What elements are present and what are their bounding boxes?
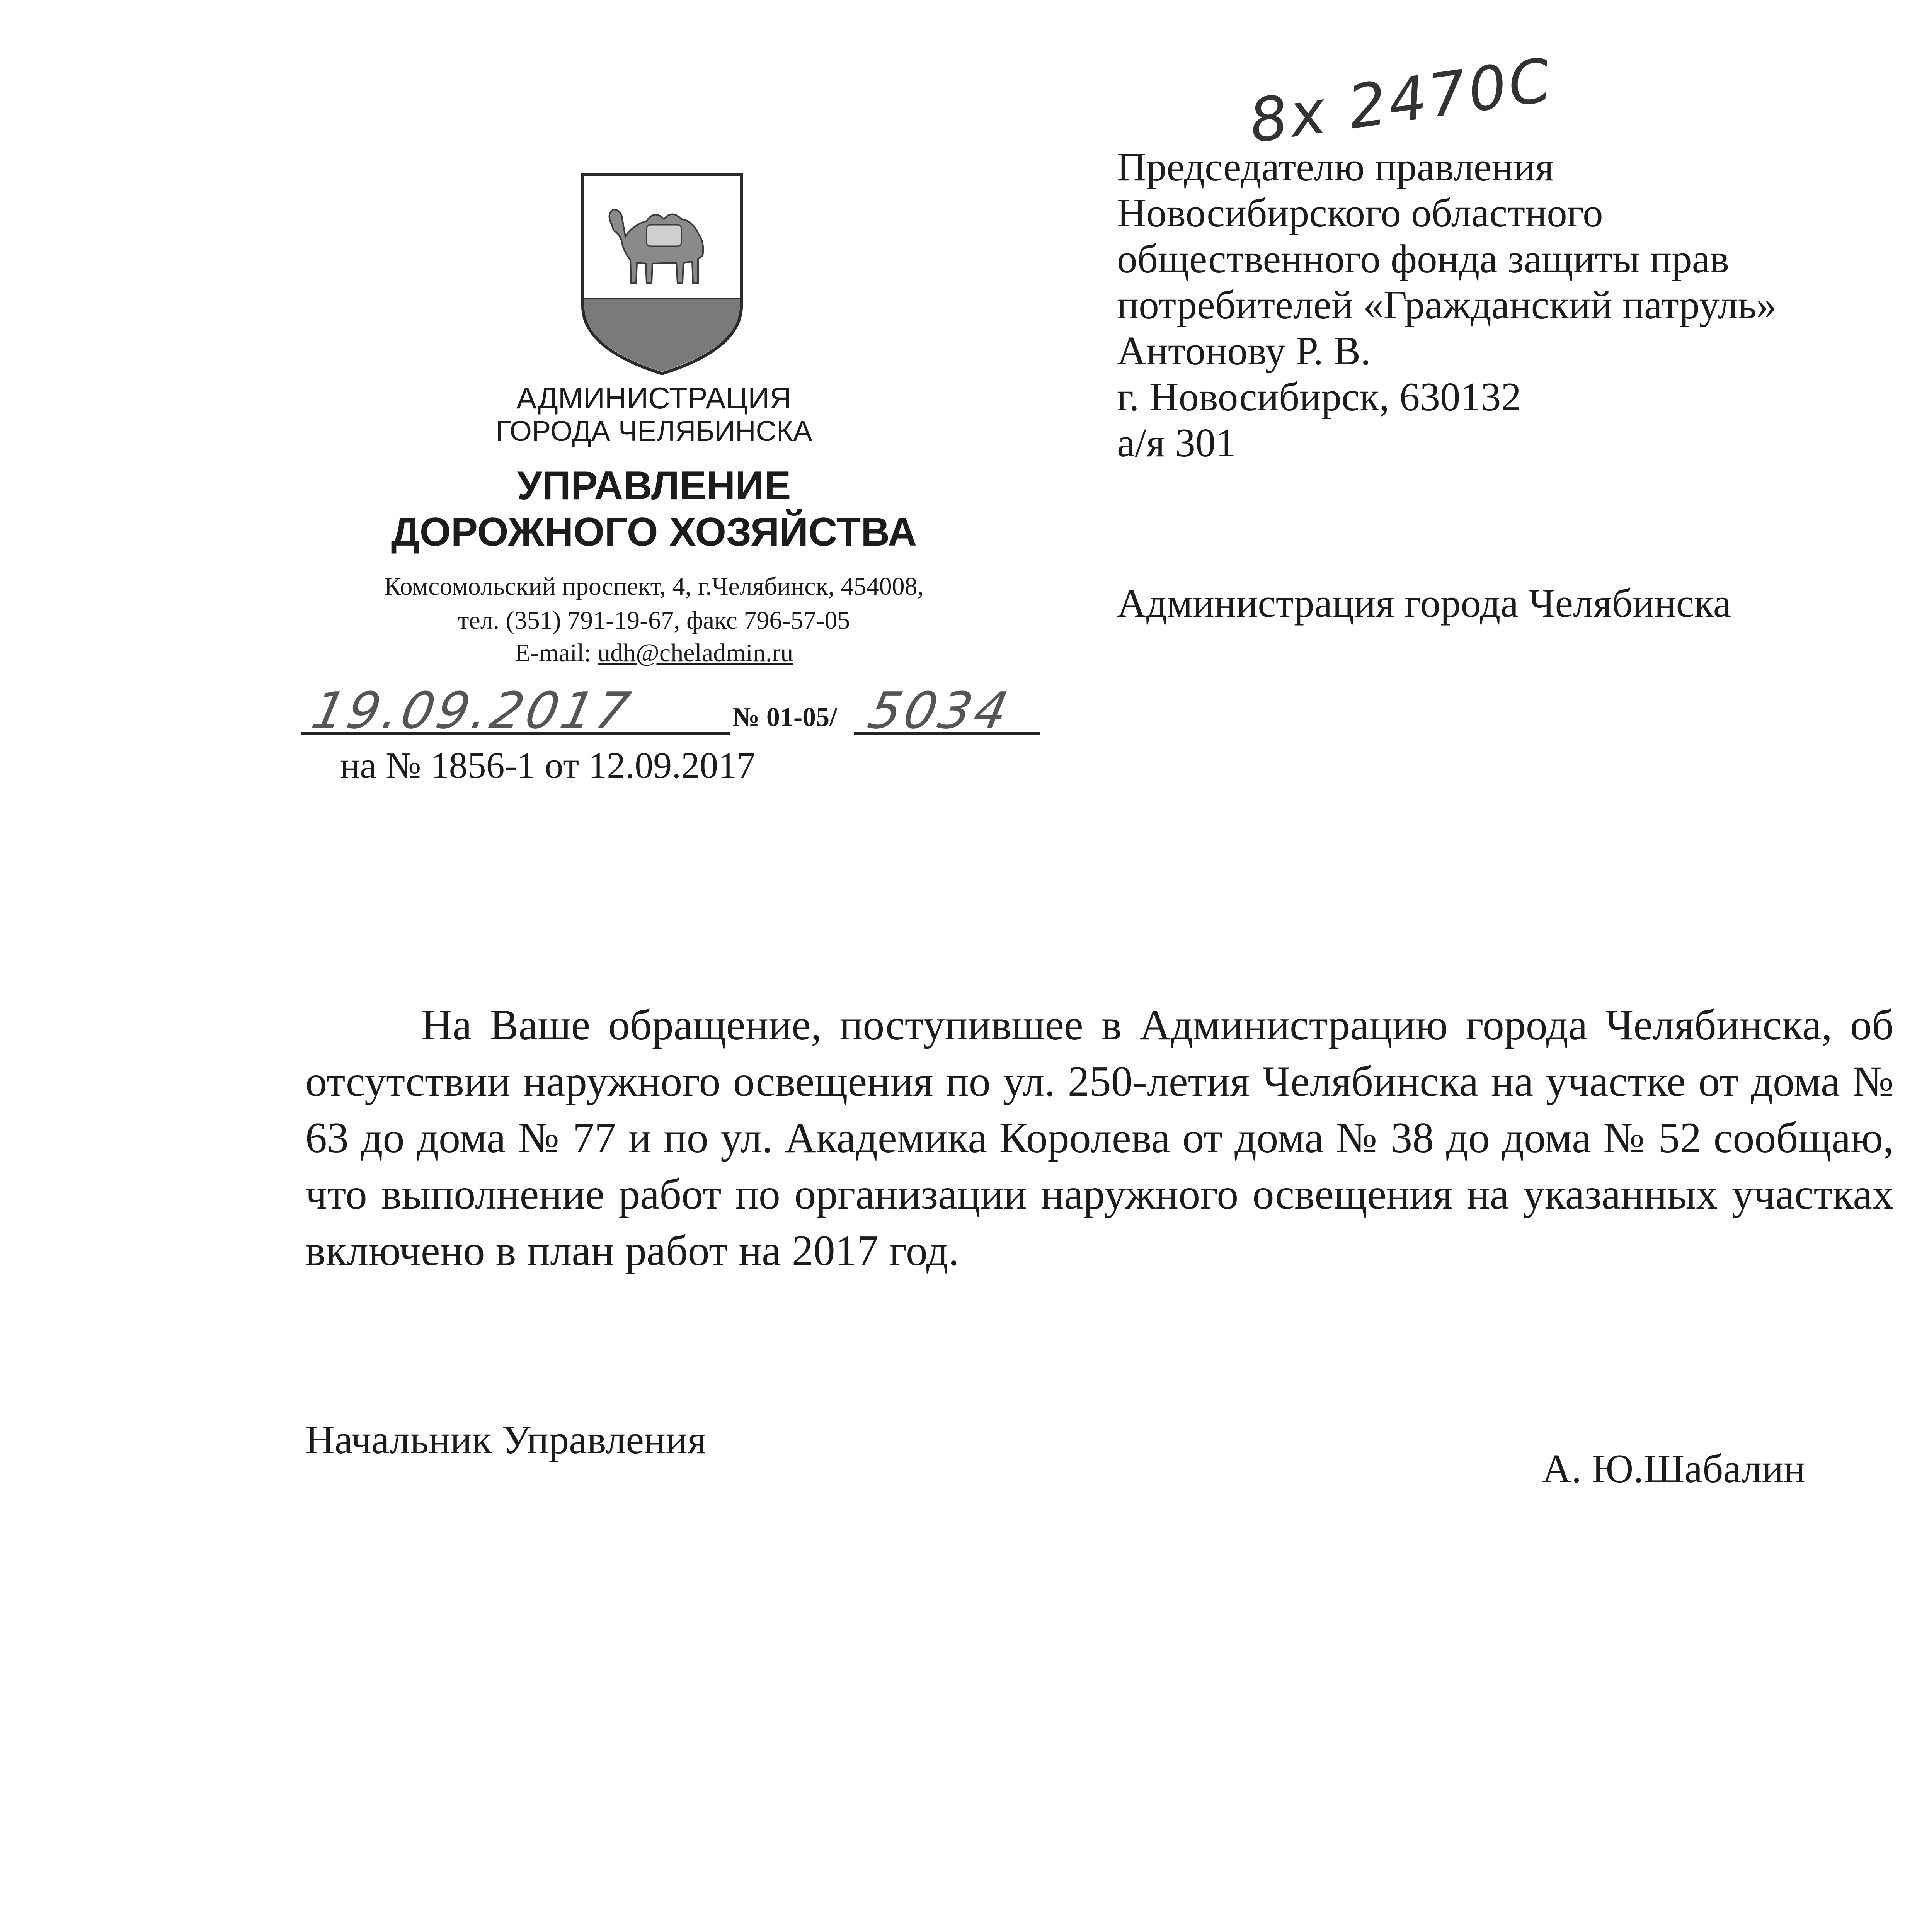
department-name-line2: ДОРОЖНОГО ХОЗЯЙСТВА: [391, 510, 917, 554]
addressee-line: общественного фонда защиты прав: [1117, 236, 1729, 281]
org-name-line1: АДМИНИСТРАЦИЯ: [516, 381, 792, 415]
email-link[interactable]: udh@cheladmin.ru: [598, 639, 793, 667]
letterhead-phones: тел. (351) 791-19-67, факс 796-57-05: [458, 606, 850, 634]
addressee-line: Антонову Р. В.: [1117, 328, 1371, 373]
signatory-name: А. Ю.Шабалин: [1542, 1446, 1805, 1491]
addressee-line: г. Новосибирск, 630132: [1117, 374, 1522, 419]
addressee-line: Председателю правления: [1117, 144, 1554, 189]
registration-date-field: [301, 674, 730, 740]
addressee-line: потребителей «Гражданский патруль»: [1117, 282, 1777, 327]
copy-recipient: Администрация города Челябинска: [1117, 580, 1731, 626]
registration-row: [301, 674, 1016, 744]
email-label: E-mail:: [514, 639, 598, 667]
department-name-line1: УПРАВЛЕНИЕ: [517, 463, 791, 508]
registration-number-handwritten: 5034: [863, 681, 1016, 740]
coat-of-arms-icon: [575, 167, 749, 379]
letter-body: На Ваше обращение, поступившее в Администрацию города Челябинска, об отсутствии наружного освещения по ул. 250-летия Челябинска на участке от дома № 63 до дома № 77 и по ул. Академика Королева от дома № 38 до дома № 52 сообщаю, что выполнение работ по организации наружного освещения на указанных участках включено в план работ на 2017 год.: [305, 1001, 1894, 1275]
letterhead-address: Комсомольский проспект, 4, г.Челябинск, 454008,: [384, 572, 924, 600]
org-name-line2: ГОРОДА ЧЕЛЯБИНСКА: [495, 415, 812, 447]
signatory-title: Начальник Управления: [305, 1417, 706, 1462]
addressee-line: Новосибирского областного: [1117, 190, 1603, 235]
letterhead-email: [271, 638, 1037, 668]
incoming-handwritten-mark: 8x 2470С: [1245, 44, 1558, 157]
registration-number-field: [854, 674, 1040, 740]
reference-line: на № 1856-1 от 12.09.2017: [340, 745, 756, 786]
addressee-block: [1117, 144, 1777, 466]
registration-date-handwritten: 19.09.2017: [306, 681, 638, 740]
addressee-line: а/я 301: [1117, 420, 1236, 465]
registration-number-label: № 01-05/: [732, 702, 837, 732]
